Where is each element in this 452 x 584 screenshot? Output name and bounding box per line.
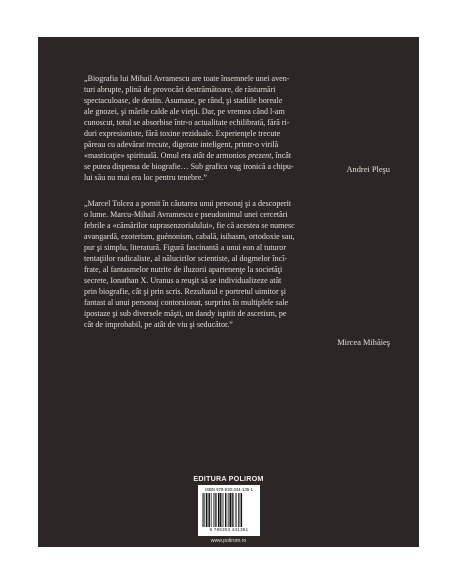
barcode-bar xyxy=(214,493,215,527)
barcode-bar xyxy=(241,493,242,527)
barcode-bar xyxy=(215,493,216,527)
quote-line: cunoscut, totul se absorbise într-o actualitate echilibrată, fără ri- xyxy=(84,118,290,127)
quote-line: duri expresioniste, fără toxine reziduale. Experienţele trecute xyxy=(84,129,281,138)
isbn-label: ISBN 978-630-344-135-1 xyxy=(204,487,253,492)
barcode-bar xyxy=(206,493,208,527)
quote-line: prin biografie, cât şi prin scris. Rezultatul e portretul uimitor şi xyxy=(84,287,287,296)
quote-line xyxy=(84,150,390,161)
quote-author: Mircea Mihăieş xyxy=(337,338,390,347)
quote-line: „Marcel Tolcea a pornit în căutarea unui personaj şi a descoperit xyxy=(84,199,292,208)
barcode-bar xyxy=(209,493,210,527)
barcode-bar xyxy=(232,493,233,527)
barcode-bar xyxy=(218,493,220,527)
quote-line: secrete, Ionathan X. Uranus a reuşit să se individualizeze atât xyxy=(84,276,282,285)
isbn-barcode xyxy=(198,485,260,536)
barcode-bar xyxy=(228,493,229,527)
barcode-bar xyxy=(203,493,204,527)
quote-line: spectaculoase, de destin. Asumase, pe rând, şi stadiile boreale xyxy=(84,96,283,105)
publisher-name: EDITURA POLIROM xyxy=(193,474,264,483)
barcode-bar xyxy=(211,493,212,527)
barcode-bar xyxy=(216,493,217,527)
quote-line xyxy=(84,139,390,150)
quote-line: ale gnozei, şi mările calde ale vieţii. Dar, pe vremea când l-am xyxy=(84,107,285,116)
barcode-bar xyxy=(240,493,241,527)
barcode-digits: 9 786303 441351 xyxy=(209,527,249,532)
quote-line: „Biografia lui Mihail Avramescu are toate însemnele unei aven- xyxy=(84,74,290,83)
barcode-bar xyxy=(236,493,237,527)
back-cover xyxy=(38,37,419,547)
quote-line: lui său nu mai era loc pentru tenebre.” xyxy=(84,173,207,182)
barcode-bar xyxy=(227,493,228,527)
barcode-bar xyxy=(238,493,239,527)
quote-line: o lume. Marcu-Mihail Avramescu e pseudonimul unei cercetări xyxy=(84,210,288,219)
barcode-icon xyxy=(202,493,256,527)
barcode-bar xyxy=(208,493,209,527)
publisher-website: www.polirom.ro xyxy=(210,538,247,544)
quote-line: se putea dispensa de biografie… Sub grafica vag ironică a chipu- xyxy=(84,162,294,171)
barcode-bar xyxy=(229,493,231,527)
quote-text: «masticaţie» spirituală. Omul era atât de armonios xyxy=(84,151,249,160)
quote-emphasis: trecute xyxy=(146,140,169,149)
quote-text: , încât xyxy=(271,151,292,160)
quote-line: pur şi simplu, literatură. Figură fascinantă a unui eon al tuturor xyxy=(84,243,287,252)
quote-text: păreau cu adevărat xyxy=(84,140,147,149)
quote-line: fantast al unui personaj contorsionat, surprins în multiplele sale xyxy=(84,298,289,307)
barcode-bar xyxy=(220,493,221,527)
barcode-bar xyxy=(204,493,205,527)
barcode-bar xyxy=(225,493,226,527)
quote-plesu xyxy=(84,73,390,183)
quote-text: , digerate inteligent, printr-o virilă xyxy=(168,140,279,149)
quote-line: turi abrupte, plină de provocări destrămătoare, de răsturnări xyxy=(84,85,276,94)
barcode-bar xyxy=(222,493,223,527)
barcode-bar xyxy=(223,493,224,527)
quote-emphasis: prezent xyxy=(248,151,272,160)
quote-mihaies xyxy=(84,198,390,330)
quote-line: avangardă, ezoterism, guénonism, cabală, isihasm, ortodoxie sau, xyxy=(84,232,295,241)
quote-line: frate, al fantasmelor nutrite de iluzorii apartenenţe la societăţi xyxy=(84,265,283,274)
quote-author: Andrei Pleşu xyxy=(346,165,390,174)
quote-line: febrile a «cămărilor suprasenzorialului», fie că acestea se numesc xyxy=(84,221,295,230)
barcode-bar xyxy=(235,493,236,527)
quote-line: cât de improbabil, pe atât de viu şi seducător.” xyxy=(84,320,233,329)
barcode-bar xyxy=(233,493,234,527)
quote-line: tentaţiilor radicaliste, al nălucirilor scientiste, al dogmelor încî- xyxy=(84,254,288,263)
quote-line: ipostaze şi sub diversele măşti, un dandy ispitit de ascetism, pe xyxy=(84,309,287,318)
